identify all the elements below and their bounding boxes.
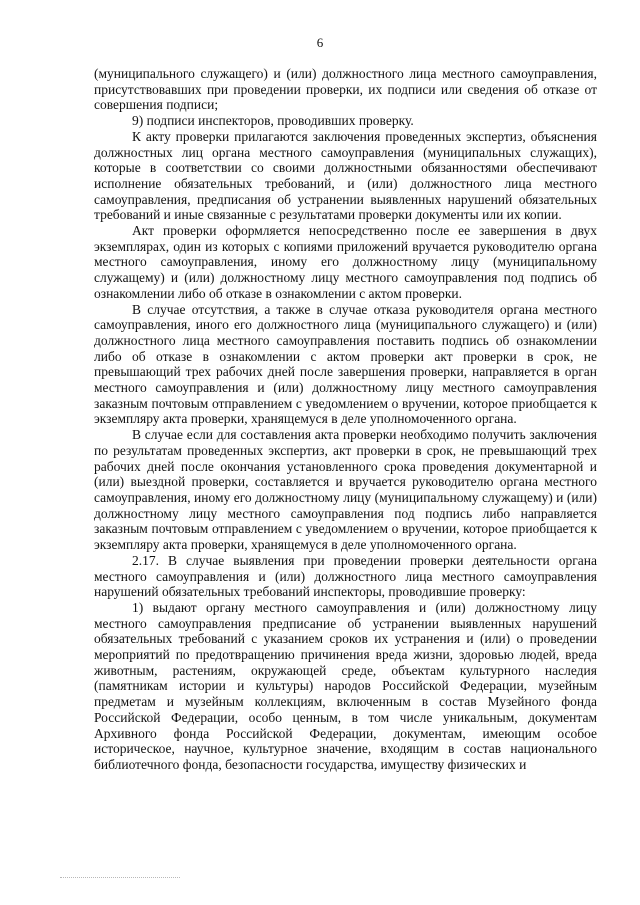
document-body: [94, 66, 597, 773]
scan-artifact: [60, 877, 180, 880]
paragraph-item-9: 9) подписи инспекторов, проводивших проверку.: [132, 113, 414, 129]
paragraph-2-17-item-1: 1) выдают органу местного самоуправления и (или) должностному лицу местного самоуправления предписание об устранении выявленных нарушений обязательных требований с указанием сроков их устранения и (или) о проведении мероприятий по предотвращению причинения вреда жизни, здоровью людей, вреда животным, растениям, окружающей среде, объектам культурного наследия (памятникам истории и культуры) народов Российской Федерации, музейным предметам и музейным коллекциям, включенным в состав Музейного фонда Российской Федерации, особо ценным, в том числе уникальным, документам Архивного фонда Российской Федерации, документам, имеющим особое историческое, научное, культурное значение, входящим в состав национального библиотечного фонда, безопасности государства, имуществу физических и: [94, 599, 597, 772]
paragraph-act-execution: Акт проверки оформляется непосредственно после ее завершения в двух экземплярах, один из которых с копиями приложений вручается руководителю органа местного самоуправления, иному его должностному лицу (муниципальному служащему) и (или) должностному лицу местного самоуправления под подпись об ознакомлении либо об отказе в ознакомлении с актом проверки.: [94, 223, 597, 301]
paragraph-attachments: К акту проверки прилагаются заключения проведенных экспертиз, объяснения должностных лиц органа местного самоуправления (муниципальных служащих), которые в соответствии со своими должностными обязанностями обеспечивают исполнение обязательных требований, и (или) должностного лица местного самоуправления, предписания об устранении выявленных нарушений обязательных требований и иные связанные с результатами проверки документы или их копии.: [94, 128, 597, 223]
page-number: 6: [316, 35, 324, 50]
paragraph-2-17: 2.17. В случае выявления при проведении проверки деятельности органа местного самоуправления и (или) должностного лица местного самоуправления нарушений обязательных требований инспекторы, проводившие проверку:: [94, 552, 597, 600]
paragraph-refusal-case: В случае отсутствия, а также в случае отказа руководителя органа местного самоуправления, иного его должностного лица (муниципального служащего) и (или) должностного лица местного самоуправления поставить подпись об ознакомлении либо об отказе в ознакомлении с актом проверки акт проверки в срок, не превышающий трех рабочих дней после завершения проверки, направляется в орган местного самоуправления и (или) должностному лицу местного самоуправления заказным почтовым отправлением с уведомлением о вручении, которое приобщается к экземпляру акта проверки, хранящемуся в деле уполномоченного органа.: [94, 301, 597, 427]
paragraph-expertise-case: В случае если для составления акта проверки необходимо получить заключения по результатам проведенных экспертиз, акт проверки в срок, не превышающий трех рабочих дней после окончания установленного срока проведения документарной и (или) выездной проверки, составляется и вручается руководителю органа местного самоуправления, иному его должностному лицу (муниципальному служащему) и (или) должностному лицу местного самоуправления под подпись либо направляется заказным почтовым отправлением с уведомлением о вручении, которое приобщается к экземпляру акта проверки, хранящемуся в деле уполномоченного органа.: [94, 427, 597, 553]
paragraph-signatures-continued: (муниципального служащего) и (или) должностного лица местного самоуправления, присутствовавших при проведении проверки, их подписи или сведения об отказе от совершения подписи;: [94, 66, 597, 113]
